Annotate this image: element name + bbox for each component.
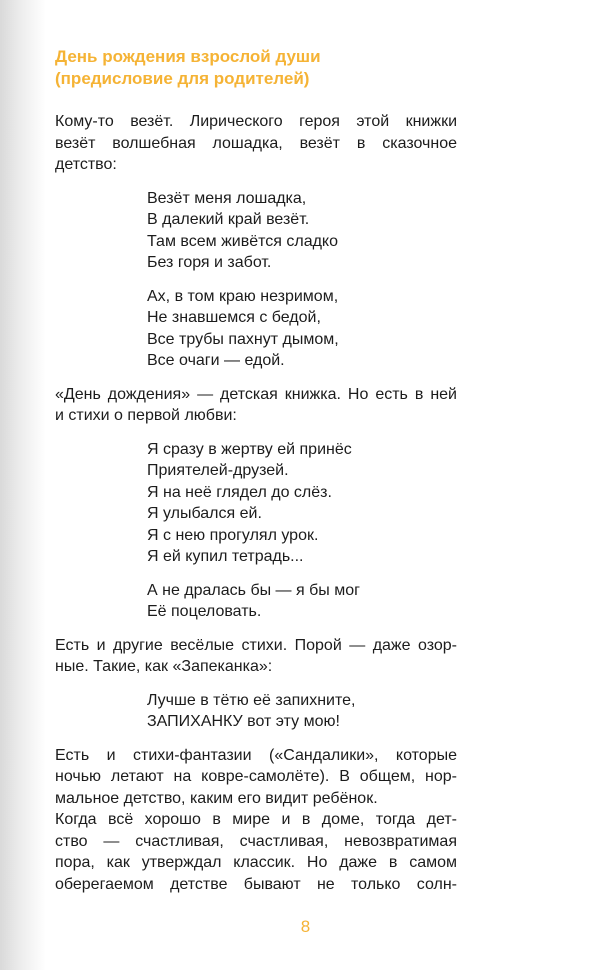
chapter-title (55, 46, 457, 89)
poem-line: Везёт меня лошадка, (147, 189, 307, 207)
poem-stanza (55, 690, 457, 733)
body-paragraph (55, 635, 457, 678)
poem-line: ЗАПИХАНКУ вот эту мою! (147, 713, 340, 730)
poem-line: Я улыбался ей. (147, 505, 262, 522)
poem-stanza (55, 439, 457, 568)
poem-line: Приятелей-друзей. (147, 462, 289, 479)
poem-stanza (55, 580, 457, 623)
poem-line: Я на неё глядел до слёз. (147, 483, 332, 501)
poem-stanza (55, 286, 457, 372)
poem-line: Лучше в тётю её запихните, (147, 691, 356, 709)
text-line: мальное детство, каким его видит ребёнок. (55, 789, 378, 807)
poem-line: Я с нею прогулял урок. (147, 526, 319, 544)
body-paragraph (55, 384, 457, 427)
page-content (55, 46, 457, 895)
poem-line: Я ей купил тетрадь... (147, 548, 304, 565)
title-line: (предисловие для родителей) (55, 68, 310, 88)
poem-line: Все трубы пахнут дымом, (147, 330, 339, 348)
poem-stanza (55, 188, 457, 274)
text-line: ные. Такие, как «Запеканка»: (55, 658, 273, 675)
text-line: ство — счастливая, счастливая, невозвратимая (55, 832, 457, 850)
poem-line: Без горя и забот. (147, 254, 272, 271)
text-line: «День дождения» — детская книжка. Но есть в ней (55, 385, 457, 403)
text-line: везёт волшебная лошадка, везёт в сказочное (55, 134, 457, 152)
poem-line: А не дралась бы — я бы мог (147, 581, 360, 599)
poem-line: Её поцеловать. (147, 603, 262, 620)
poem-line: Я сразу в жертву ей принёс (147, 440, 352, 458)
poem-line: Там всем живётся сладко (147, 232, 339, 250)
poem-line: Не знавшемся с бедой, (147, 309, 321, 326)
text-line: ночью летают на ковре-самолёте). В общем, нор- (55, 768, 457, 785)
text-line: Есть и стихи-фантазии («Сандалики», которые (55, 746, 457, 764)
intro-paragraph (55, 111, 457, 176)
text-line: детство: (55, 156, 117, 173)
text-line: оберегаемом детстве бывают не только солн- (55, 875, 457, 893)
poem-line: Ах, в том краю незримом, (147, 287, 339, 305)
title-line: День рождения взрослой души (55, 47, 321, 66)
poem-line: В далекий край везёт. (147, 211, 310, 228)
page-number: 8 (300, 917, 311, 936)
poem-line: Все очаги — едой. (147, 352, 285, 369)
text-line: и стихи о первой любви: (55, 407, 237, 424)
text-line: пора, как утверждал классик. Но даже в самом (55, 854, 457, 871)
text-line: Кому-то везёт. Лирического героя этой книжки (55, 113, 457, 130)
page-gutter-shadow (0, 0, 46, 970)
text-line: Есть и другие весёлые стихи. Порой — даже озор- (55, 636, 457, 654)
body-paragraph (55, 745, 457, 896)
text-line: Когда всё хорошо в мире и в доме, тогда дет- (55, 811, 457, 828)
